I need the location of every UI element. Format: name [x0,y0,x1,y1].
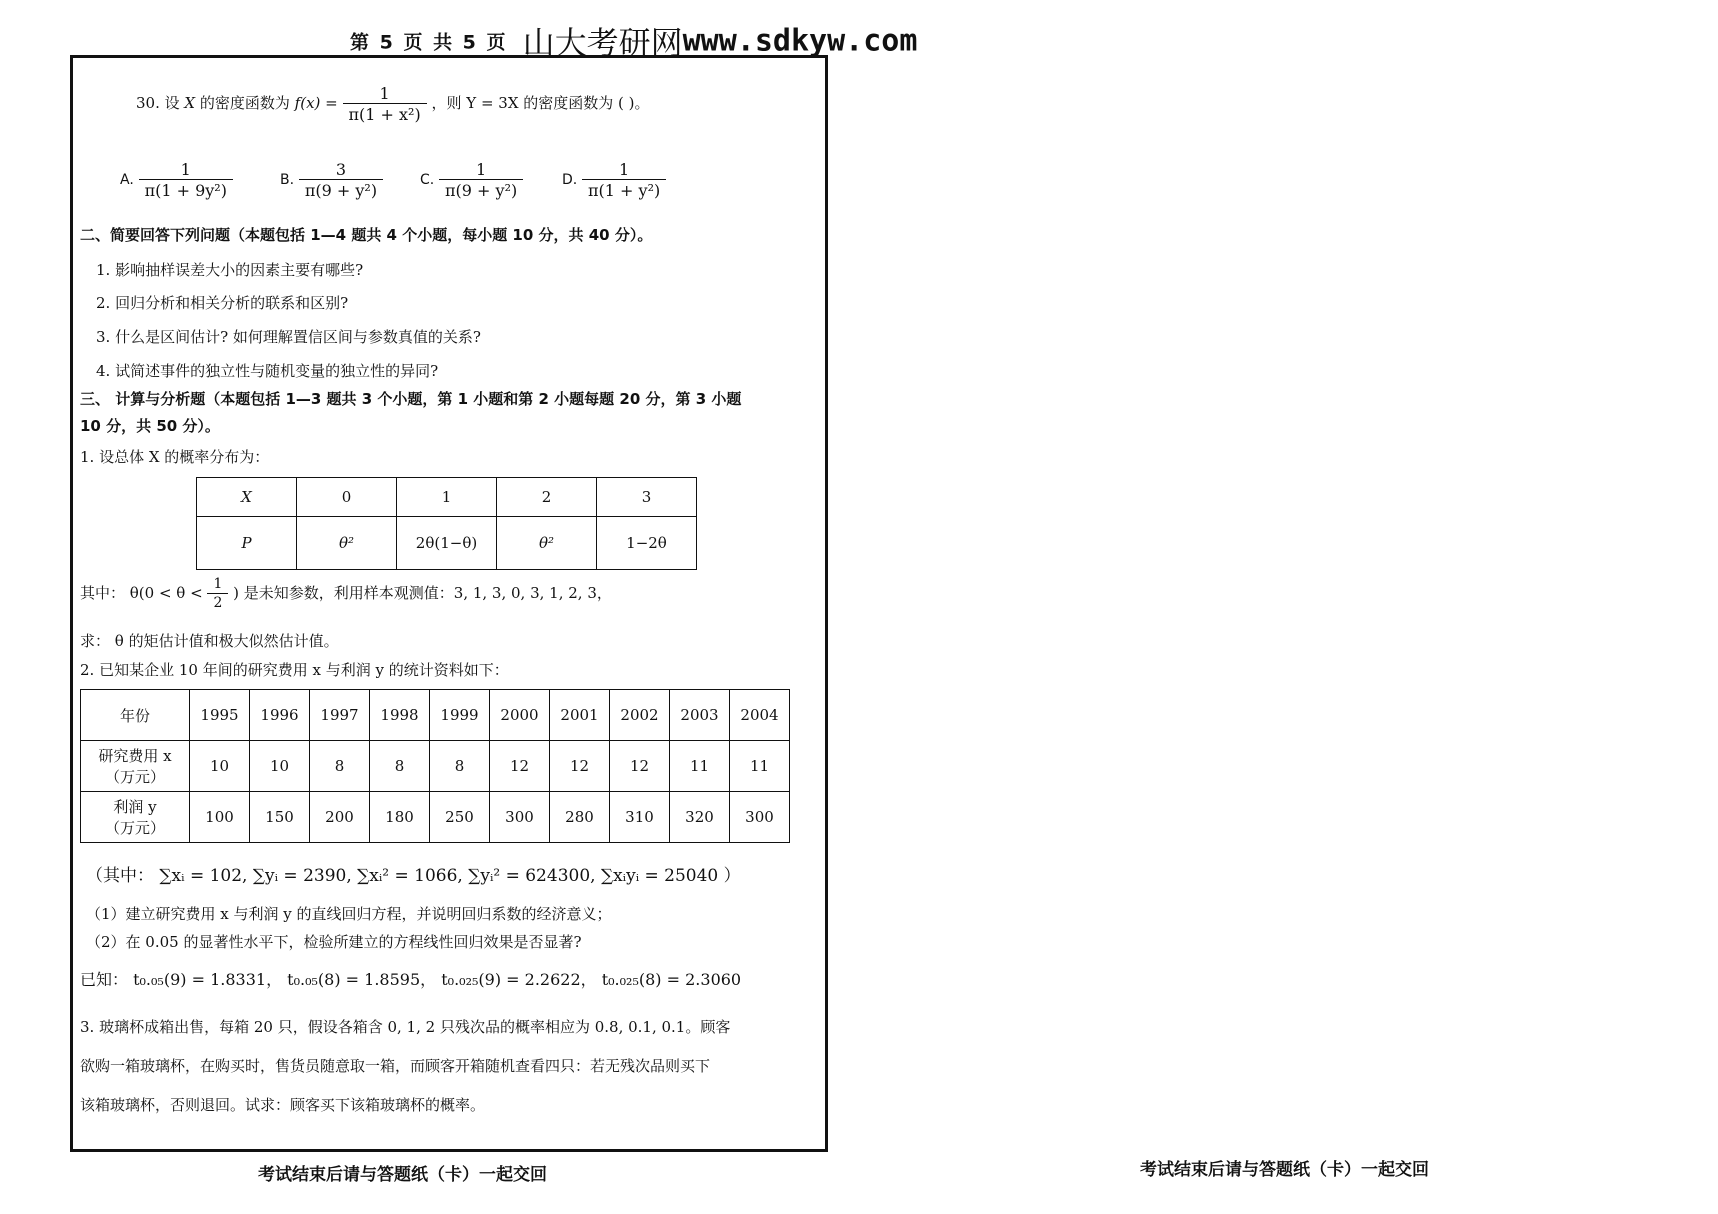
table-cell: 年份 [81,690,190,741]
question-30-stem: 30. 设 X 的密度函数为 f(x) = $\frac{1}{\text{π(1 + x²)}}$ ，则 Y = 3X 的密度函数为 ( )。 [136,84,650,125]
table-cell: 300 [490,792,550,843]
table-cell: 1−2θ [597,517,697,570]
table-row [197,517,697,570]
table-cell: 12 [610,741,670,792]
table-cell: 320 [670,792,730,843]
table-cell: 8 [430,741,490,792]
problem-2-question-2: （2）在 0.05 的显著性水平下，检验所建立的方程线性回归效果是否显著? [86,933,582,951]
problem-2-intro: 2. 已知某企业 10 年间的研究费用 x 与利润 y 的统计资料如下： [80,661,509,679]
research-profit-table [80,689,790,843]
option-a: A. $\frac{1}{\text{π(1 + 9y²)}}$ [120,160,233,200]
table-cell: 2002 [610,690,670,741]
table-cell: 1997 [310,690,370,741]
table-cell: X [197,478,297,517]
problem-2-known-values: 已知： t₀.₀₅(9) = 1.8331， t₀.₀₅(8) = 1.8595， t₀.₀₂₅(9) = 2.2622， t₀.₀₂₅(8) = 2.3060 [80,970,742,989]
table-cell: 3 [597,478,697,517]
footer-left: 考试结束后请与答题纸（卡）一起交回 [258,1165,547,1185]
section-2-item-3: 3. 什么是区间估计? 如何理解置信区间与参数真值的关系? [96,328,481,346]
table-cell: 2000 [490,690,550,741]
table-cell: 8 [370,741,430,792]
problem-1-intro: 1. 设总体 X 的概率分布为： [80,448,270,466]
table-cell: 2θ(1−θ) [397,517,497,570]
table-cell: 12 [490,741,550,792]
problem-3-line-1: 3. 玻璃杯成箱出售，每箱 20 只，假设各箱含 0, 1, 2 只残次品的概率相应为 0.8, 0.1, 0.1。顾客 [80,1018,731,1036]
table-cell: 1995 [190,690,250,741]
option-d: D. $\frac{1}{\text{π(1 + y²)}}$ [562,160,666,200]
table-cell: 2003 [670,690,730,741]
site-url: www.sdkyw.com [682,23,918,59]
table-cell: 10 [190,741,250,792]
section-3-title-line-2: 10 分，共 50 分）。 [80,417,220,435]
page-number-label: 第 5 页 共 5 页 [350,31,508,54]
problem-1-where: 其中： θ(0 < θ < $\frac{1}{2}$ ) 是未知参数，利用样本观测值：3, 1, 3, 0, 3, 1, 2, 3， [80,576,612,611]
table-cell: 12 [550,741,610,792]
table-cell: 1 [397,478,497,517]
problem-3-line-3: 该箱玻璃杯，否则退回。试求：顾客买下该箱玻璃杯的概率。 [80,1096,486,1114]
table-cell: 310 [610,792,670,843]
section-2-item-2: 2. 回归分析和相关分析的联系和区别? [96,294,349,312]
table-cell: 2001 [550,690,610,741]
table-cell: 150 [250,792,310,843]
brand-name: 山大考研网 [522,24,683,62]
table-cell: 1996 [250,690,310,741]
table-cell: 利润 y （万元） [81,792,190,843]
table-cell: 2004 [730,690,790,741]
table-row [197,478,697,517]
table-cell: 1998 [370,690,430,741]
section-3-title-line-1: 三、 计算与分析题（本题包括 1—3 题共 3 个小题，第 1 小题和第 2 小题每题 20 分，第 3 小题 [80,390,742,408]
problem-2-sums: （其中： ∑xᵢ = 102, ∑yᵢ = 2390, ∑xᵢ² = 1066, ∑yᵢ² = 624300, ∑xᵢyᵢ = 25040 ） [86,866,741,886]
table-row [81,792,790,843]
probability-distribution-table [196,477,697,570]
section-2-title: 二、简要回答下列问题（本题包括 1—4 题共 4 个小题，每小题 10 分，共 40 分）。 [80,226,653,244]
footer-right: 考试结束后请与答题纸（卡）一起交回 [1140,1160,1429,1180]
table-row [81,741,790,792]
table-cell: 研究费用 x （万元） [81,741,190,792]
table-cell: 11 [670,741,730,792]
table-cell: θ² [497,517,597,570]
table-cell: 180 [370,792,430,843]
question-30-fraction: $\frac{1}{\text{π(1 + x²)}}$ [343,84,427,124]
problem-1-ask: 求： θ 的矩估计值和极大似然估计值。 [80,632,339,650]
table-cell: 11 [730,741,790,792]
table-cell: 10 [250,741,310,792]
option-b: B. $\frac{3}{\text{π(9 + y²)}}$ [280,160,383,200]
table-cell: 2 [497,478,597,517]
option-c: C. $\frac{1}{\text{π(9 + y²)}}$ [420,160,523,200]
table-cell: 200 [310,792,370,843]
section-2-item-4: 4. 试简述事件的独立性与随机变量的独立性的异同? [96,362,439,380]
table-cell: 8 [310,741,370,792]
table-cell: 300 [730,792,790,843]
table-cell: 250 [430,792,490,843]
table-cell: 0 [297,478,397,517]
problem-3-line-2: 欲购一箱玻璃杯，在购买时，售货员随意取一箱，而顾客开箱随机查看四只：若无残次品则买下 [80,1057,711,1075]
table-row [81,690,790,741]
table-cell: 1999 [430,690,490,741]
table-cell: 280 [550,792,610,843]
section-2-item-1: 1. 影响抽样误差大小的因素主要有哪些? [96,261,364,279]
problem-2-question-1: （1）建立研究费用 x 与利润 y 的直线回归方程，并说明回归系数的经济意义； [86,905,612,923]
table-cell: 100 [190,792,250,843]
table-cell: θ² [297,517,397,570]
table-cell: P [197,517,297,570]
